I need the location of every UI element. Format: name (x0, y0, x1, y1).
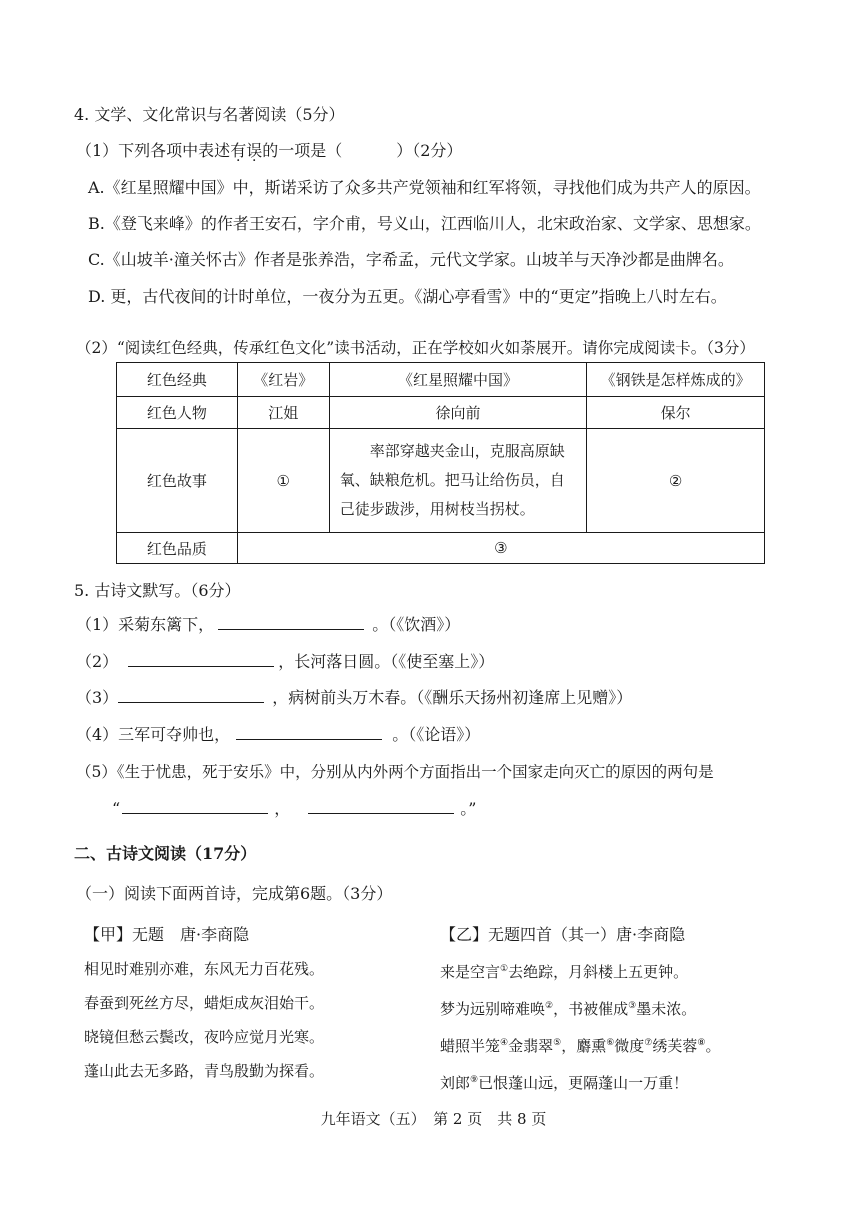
page-footer: 九年语文（五） 第 2 页 共 8 页 (320, 1110, 547, 1128)
item-text: （4）三军可夺帅也， (76, 725, 231, 744)
poem-text: 来是空言 (440, 963, 501, 981)
story-line: 氧、缺粮危机。把马让给伤员，自 (339, 471, 565, 489)
item-text: 。（《饮酒》） (372, 615, 461, 634)
q4-sub1-stem (76, 140, 462, 162)
reading-card-table (116, 362, 765, 564)
option-a: A.《红星照耀中国》中，斯诺采访了众多共产党领袖和红军将领，寻找他们成为共产人的原因。 (88, 178, 761, 197)
row-label: 红色人物 (117, 397, 238, 429)
footnote-mark: ① (500, 964, 509, 974)
item-text: 。（《论语》） (392, 725, 481, 744)
q4-sub2-stem: （2）“阅读红色经典，传承红色文化”读书活动，正在学校如火如荼展开。请你完成阅读卡。（3分） (76, 339, 755, 357)
answer-blank-3[interactable]: ③ (237, 533, 764, 564)
footnote-mark: ④ (500, 1038, 509, 1048)
poem-line (440, 1026, 720, 1063)
poem-text: 微度 (614, 1037, 645, 1055)
footnote-mark: ⑥ (606, 1038, 615, 1048)
q5-title: 5. 古诗文默写。（6分） (74, 581, 241, 600)
q5-item-5-stem: （5）《生于忧患，死于安乐》中，分别从内外两个方面指出一个国家走向灭亡的原因的两句是 (76, 763, 714, 781)
footnote-mark: ⑧ (697, 1038, 706, 1048)
row-label: 红色故事 (117, 429, 238, 533)
footnote-mark: ⑨ (470, 1075, 479, 1085)
poem-line: 蓬山此去无多路，青鸟殷勤为探看。 (84, 1062, 325, 1080)
q5-item-5-answer (112, 798, 476, 820)
poem-line: 晓镜但愁云鬓改，夜吟应觉月光寒。 (84, 1028, 325, 1046)
poem-b-title: 【乙】无题四首（其一）唐·李商隐 (440, 925, 686, 944)
person-cell: 保尔 (587, 397, 765, 429)
poem-text: 已恨蓬山远，更隔蓬山一万重！ (478, 1074, 689, 1092)
poem-text: 梦为远别啼难唤 (440, 1000, 546, 1018)
story-cell (329, 429, 587, 533)
row-label: 红色品质 (117, 533, 238, 564)
answer-blank-2[interactable]: ② (587, 429, 765, 533)
q5-item-1 (76, 614, 460, 636)
item-text: ，长河落日圆。（《使至塞上》） (278, 652, 495, 671)
story-line: 己徒步跋涉，用树枝当拐杖。 (339, 500, 535, 518)
poem-line (440, 1063, 720, 1100)
footnote-mark: ② (545, 1001, 554, 1011)
poem-line: 相见时难别亦难，东风无力百花残。 (84, 960, 325, 978)
book-cell: 《红岩》 (237, 363, 329, 397)
fill-blank[interactable] (122, 798, 268, 814)
poem-text: 蜡照半笼 (440, 1037, 501, 1055)
stem-text: （1）下列各项中表述 (76, 141, 231, 160)
person-cell: 江姐 (237, 397, 329, 429)
stem-text: 的一项是（ (262, 141, 343, 160)
item-text: ，病树前头万木春。（《酬乐天扬州初逢席上见赠》） (272, 688, 633, 707)
poem-line (440, 989, 720, 1026)
item-text: （3） (76, 688, 119, 707)
item-text: （2） (76, 652, 119, 671)
poem-a-title: 【甲】无题 唐·李商隐 (84, 925, 250, 944)
poem-a (84, 918, 324, 1088)
poem-text: ，麝熏 (561, 1037, 607, 1055)
footnote-mark: ⑤ (553, 1038, 562, 1048)
option-b: B.《登飞来峰》的作者王安石，字介甫，号义山，江西临川人，北宋政治家、文学家、思想家。 (88, 214, 761, 233)
q5-item-3 (76, 687, 632, 709)
book-cell: 《红星照耀中国》 (329, 363, 587, 397)
stem-text: ）（2分） (396, 141, 463, 160)
book-cell: 《钢铁是怎样炼成的》 (587, 363, 765, 397)
q5-item-4 (76, 724, 480, 746)
poem-text: 。 (705, 1037, 721, 1055)
fill-blank[interactable] (308, 798, 454, 814)
q4-title: 4. 文学、文化常识与名著阅读（5分） (74, 105, 345, 124)
section-2-part-1: （一）阅读下面两首诗，完成第6题。（3分） (76, 884, 393, 903)
q5-item-2 (76, 651, 494, 673)
row-label: 红色经典 (117, 363, 238, 397)
emphasis-char: 误 (246, 141, 263, 160)
poem-line (440, 952, 720, 989)
option-c: C.《山坡羊·潼关怀古》作者是张养浩，字希孟，元代文学家。山坡羊与天净沙都是曲牌名。 (88, 250, 734, 269)
fill-blank[interactable] (128, 651, 274, 667)
section-2-title: 二、古诗文阅读（17分） (74, 844, 257, 863)
fill-blank[interactable] (236, 724, 382, 740)
quote-mark: 。” (460, 799, 477, 818)
quote-mark: “ (112, 799, 121, 818)
poem-text: 绣芙蓉 (652, 1037, 698, 1055)
emphasis-char: 有 (230, 141, 247, 160)
poem-b (440, 918, 720, 1100)
poem-text: 刘郎 (440, 1074, 471, 1092)
comma: ， (274, 799, 291, 818)
poem-text: 金翡翠 (508, 1037, 554, 1055)
option-d: D. 更，古代夜间的计时单位，一夜分为五更。《湖心亭看雪》中的“更定”指晚上八时左右。 (88, 287, 727, 306)
poem-line: 春蚕到死丝方尽，蜡炬成灰泪始干。 (84, 994, 325, 1012)
story-line: 率部穿越夹金山，克服高原缺 (369, 442, 565, 460)
answer-blank-1[interactable]: ① (237, 429, 329, 533)
poem-text: ，书被催成 (553, 1000, 629, 1018)
footnote-mark: ③ (628, 1001, 637, 1011)
footnote-mark: ⑦ (644, 1038, 653, 1048)
poem-text: 去绝踪，月斜楼上五更钟。 (508, 963, 689, 981)
item-text: （1）采菊东篱下， (76, 615, 215, 634)
fill-blank[interactable] (118, 687, 264, 703)
fill-blank[interactable] (218, 614, 364, 630)
poem-text: 墨未浓。 (636, 1000, 697, 1018)
person-cell: 徐向前 (329, 397, 587, 429)
